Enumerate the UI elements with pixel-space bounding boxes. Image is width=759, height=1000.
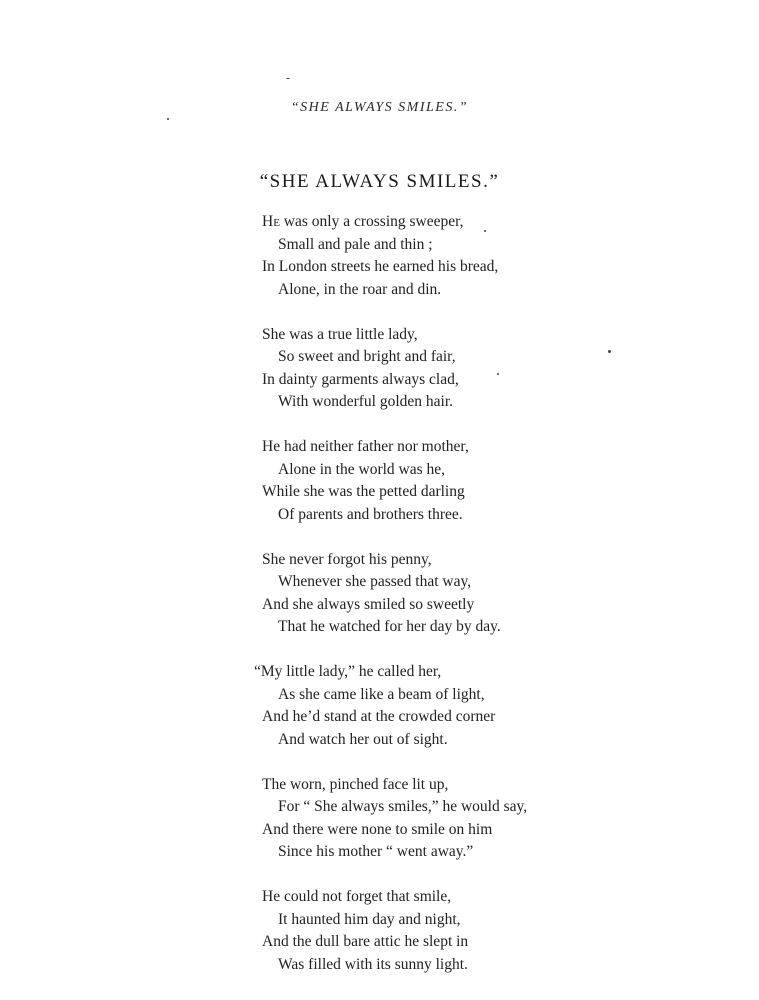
poem-line: Since his mother “ went away.” — [278, 843, 474, 860]
ink-speck — [608, 350, 611, 353]
poem-line: The worn, pinched face lit up, — [262, 775, 449, 793]
poem-line: Of parents and brothers three. — [278, 505, 463, 523]
poem-line: And she always smiled so sweetly — [262, 595, 475, 613]
ink-speck — [286, 78, 290, 79]
stanza — [262, 436, 602, 526]
poem-line: That he watched for her day by day. — [278, 618, 501, 635]
poem-line: And watch her out of sight. — [278, 730, 448, 748]
poem-line: She never forgot his penny, — [262, 550, 432, 568]
poem-title: “SHE ALWAYS SMILES.” — [259, 171, 500, 192]
poem-line: So sweet and bright and fair, — [278, 348, 456, 365]
stanza — [262, 549, 602, 639]
poem-line: And the dull bare attic he slept in — [262, 933, 469, 950]
poem-line: Alone in the world was he, — [278, 460, 446, 478]
stanza — [262, 211, 602, 301]
poem-line: Small and pale and thin ; — [278, 235, 433, 253]
ink-speck — [167, 118, 169, 120]
stanza — [262, 774, 602, 864]
poem-line: In London streets he earned his bread, — [262, 258, 499, 275]
poem-line: As she came like a beam of light, — [278, 685, 485, 703]
poem-line: Alone, in the roar and din. — [278, 280, 442, 298]
stanza — [254, 661, 602, 751]
poem-line: With wonderful golden hair. — [278, 393, 454, 410]
poem-line: He was only a crossing sweeper, — [262, 213, 464, 230]
poem-line: He had neither father nor mother, — [262, 438, 469, 455]
stanza — [262, 324, 602, 414]
poem-line: She was a true little lady, — [262, 325, 418, 343]
poem-line: Was filled with its sunny light. — [278, 955, 468, 973]
poem-line: And he’d stand at the crowded corner — [262, 708, 496, 725]
poem-line: It haunted him day and night, — [278, 910, 461, 928]
poem-line: And there were none to smile on him — [262, 820, 493, 838]
stanza — [262, 886, 602, 976]
poem-line: “My little lady,” he called her, — [254, 663, 442, 680]
ink-speck — [484, 230, 486, 232]
poem-line: He could not forget that smile, — [262, 888, 452, 905]
poem-line: For “ She always smiles,” he would say, — [278, 798, 528, 815]
poem-line: While she was the petted darling — [262, 483, 465, 500]
ink-speck — [497, 373, 499, 375]
poem-line: Whenever she passed that way, — [278, 573, 472, 590]
poem-line: In dainty garments always clad, — [262, 370, 459, 388]
running-head: “SHE ALWAYS SMILES.” — [290, 100, 469, 115]
drop-word: He — [262, 213, 280, 230]
poem-body — [254, 211, 602, 999]
